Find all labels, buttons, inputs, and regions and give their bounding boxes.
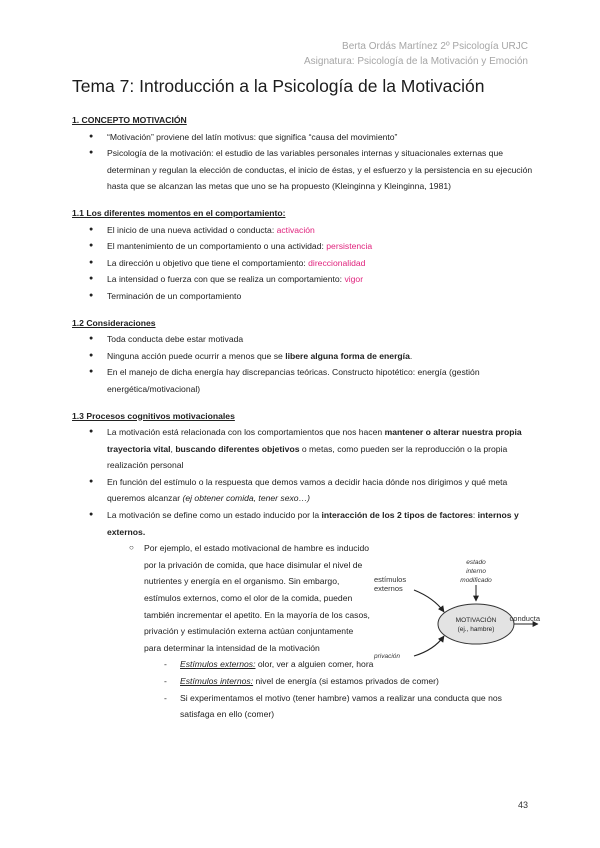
item-text: La dirección u objetivo que tiene el comportamiento: xyxy=(107,257,309,268)
highlight-term: activación xyxy=(276,224,315,235)
list-item xyxy=(72,222,534,239)
arrow-external xyxy=(414,590,444,612)
bold-text: internos y externos. xyxy=(107,510,519,537)
item-text: La motivación está relacionada con los comportamientos que nos hacen xyxy=(107,427,385,438)
list-item: ● Psicología de la motivación: el estudio de las variables personales internas y situacionales externas que determinan y regulan la elección de conductas, el inicio de éstas, y el esfuerzo y la persistencia en su ejecución hasta que se alcanzan las metas que uno se ha propuesto (Kleinginna y Kleinginna, 1981) xyxy=(72,145,534,195)
item-text: nivel de energía (si estamos privados de comer) xyxy=(253,676,439,686)
item-text: En función del estímulo o la respuesta que demos vamos a decidir hacia dónde nos dirigimos y qué meta queremos alcanzar xyxy=(107,476,508,504)
ellipse-label: MOTIVACIÓN xyxy=(455,617,497,624)
item-text: olor, ver a alguien comer, hora xyxy=(255,659,374,670)
label-internal-state: estado xyxy=(466,559,486,566)
item-text: . xyxy=(409,350,413,361)
label-internal-state-3: modificado xyxy=(460,577,492,584)
label-external-stimuli-2: externos xyxy=(374,584,403,593)
list-consideraciones xyxy=(72,331,534,397)
document-header xyxy=(304,39,528,69)
ellipse-label-2: (ej., hambre) xyxy=(457,626,495,633)
item-text: La motivación se define como un estado inducido por la xyxy=(107,510,322,521)
motivation-diagram xyxy=(302,554,542,674)
header-subject-line: Asignatura: Psicología de la Motivación y Emoción xyxy=(303,56,528,67)
list-item: ● Toda conducta debe estar motivada xyxy=(72,331,534,348)
item-text: : xyxy=(472,510,478,521)
header-author-line: Berta Ordás Martínez 2º Psicología URJC xyxy=(342,41,528,52)
highlight-term: persistencia xyxy=(326,241,373,252)
bold-text: buscando diferentes objetivos xyxy=(175,443,300,454)
motivation-ellipse xyxy=(438,604,514,644)
bold-text: interacción de los 2 tipos de factores xyxy=(321,510,473,521)
section-title-procesos: 1.3 Procesos cognitivos motivacionales xyxy=(72,410,235,421)
list-item xyxy=(72,255,534,272)
section-title-momentos: 1.1 Los diferentes momentos en el comportamiento: xyxy=(72,207,286,218)
dash-item xyxy=(72,673,534,690)
bold-text: libere alguna forma de energía xyxy=(285,350,410,361)
highlight-term: vigor xyxy=(344,274,364,285)
item-text: o metas, como pueden ser la reproducción o la propia realización personal xyxy=(107,443,508,471)
list-item: ● “Motivación” proviene del latín motivus: que significa “causa del movimiento” xyxy=(72,129,534,146)
section-title-consideraciones: 1.2 Consideraciones xyxy=(72,317,156,328)
item-text: La intensidad o fuerza con que se realiza un comportamiento: xyxy=(107,274,345,285)
label-conducta: conducta xyxy=(509,614,540,623)
highlight-term: direccionalidad xyxy=(308,257,366,268)
list-item xyxy=(72,348,534,365)
item-text: Ninguna acción puede ocurrir a menos que se xyxy=(107,350,286,361)
page-title: Tema 7: Introducción a la Psicología de la Motivación xyxy=(72,76,485,96)
page-number: 43 xyxy=(517,800,528,810)
bold-text: mantener o alterar nuestra propia trayectoria vital xyxy=(107,427,522,454)
list-momentos xyxy=(72,222,534,305)
list-item xyxy=(72,507,534,540)
label-external-stimuli: estímulos xyxy=(374,575,407,584)
list-item: ● En el manejo de dicha energía hay discrepancias teóricas. Constructo hipotético: energía (gestión energética/motivacional) xyxy=(72,364,534,397)
list-concepto xyxy=(72,129,534,195)
list-item xyxy=(72,474,534,507)
item-text: El inicio de una nueva actividad o conducta: xyxy=(107,224,277,235)
italic-text: (ej obtener comida, tener sexo…) xyxy=(182,493,311,504)
arrow-privation xyxy=(414,636,444,656)
label-internal-state-2: interno xyxy=(466,568,486,575)
dash-item: - Si experimentamos el motivo (tener hambre) vamos a realizar una conducta que nos satisfaga en ello (comer) xyxy=(72,690,534,723)
list-item xyxy=(72,424,534,474)
section-title-concepto: 1. CONCEPTO MOTIVACIÓN xyxy=(72,115,187,125)
label-privation: privación xyxy=(374,653,401,660)
item-text: , xyxy=(170,443,176,454)
sub-list-item: ○ Por ejemplo, el estado motivacional de hambre es inducido por la privación de comida, que hace disimular el nivel de nutrientes y energía en el organismo. Sin embargo, estímulos externos, como el olor de la comida, pueden también incrementar el apetito. En la mayoría de los casos, privación y estimulación externa actúan conjuntamente para determinar la intensidad de la motivación xyxy=(72,540,372,656)
list-item xyxy=(72,271,534,288)
term-label: Estímulos externos: xyxy=(180,659,256,670)
term-label: Estímulos internos: xyxy=(180,676,254,686)
list-item xyxy=(72,238,534,255)
item-text: El mantenimiento de un comportamiento o una actividad: xyxy=(107,241,327,252)
list-procesos xyxy=(72,424,534,540)
list-item: ● Terminación de un comportamiento xyxy=(72,288,534,305)
